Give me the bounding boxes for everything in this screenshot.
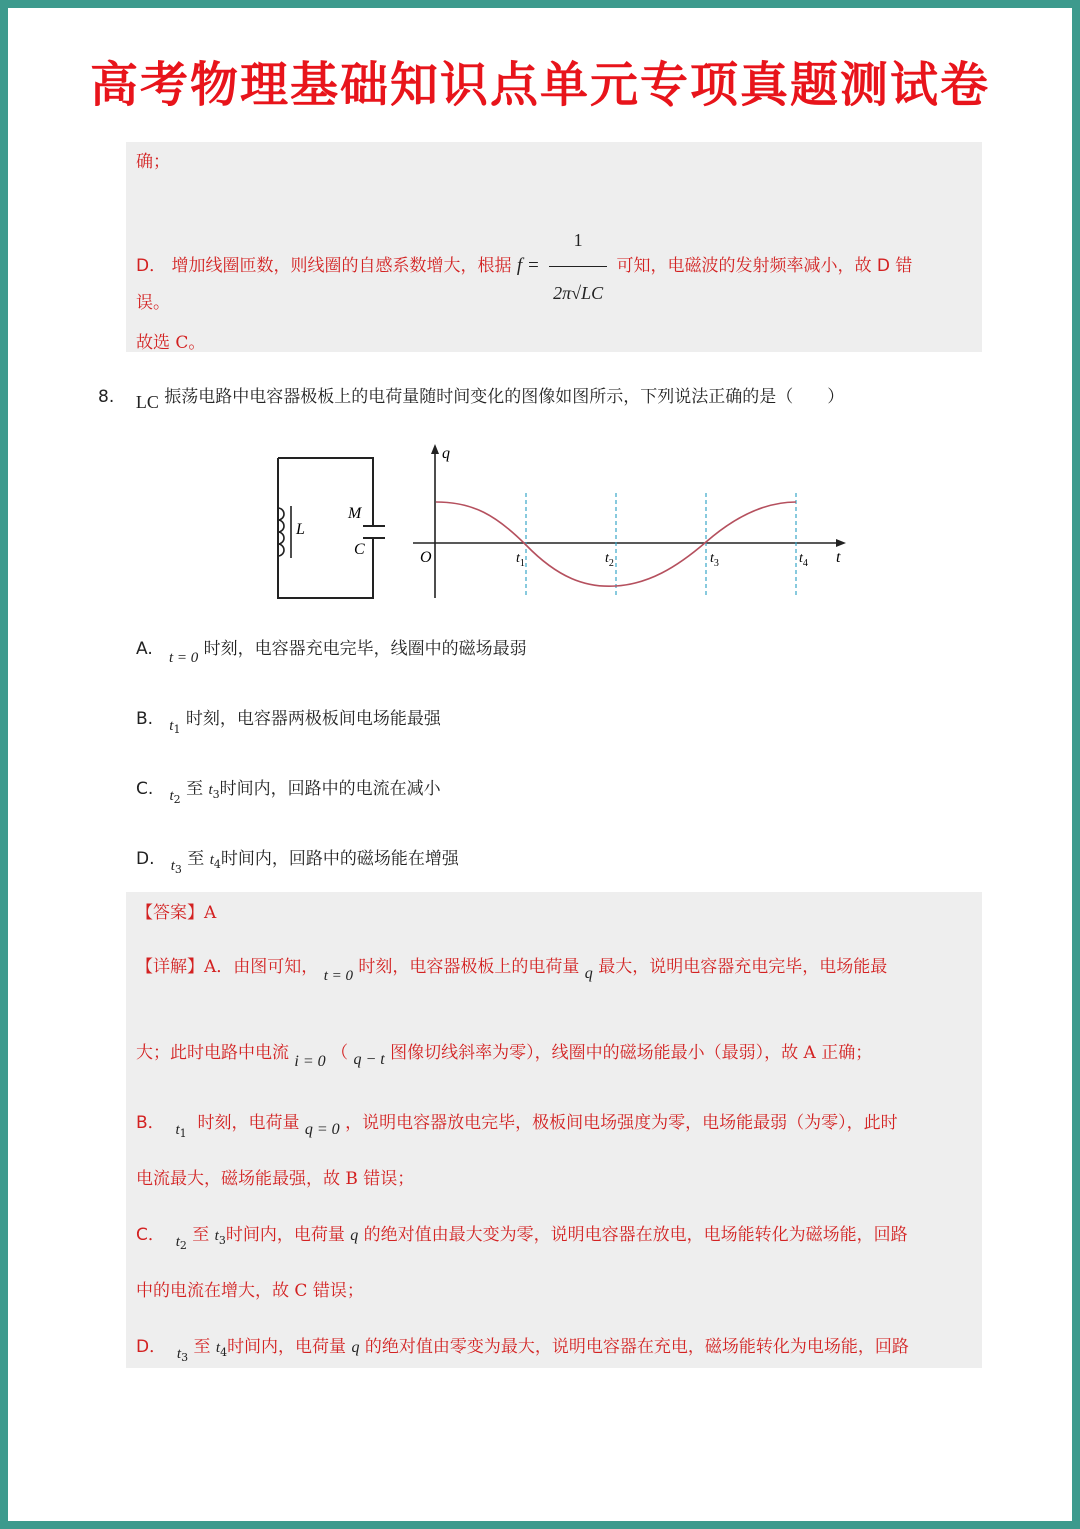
- detail-text2: 图像切线斜率为零），线圈中的磁场能最小（最弱），故 A 正确；: [390, 1043, 873, 1063]
- option-sub2: 3: [212, 788, 220, 801]
- math-sub: 2: [179, 1239, 187, 1252]
- math-sub2: 4: [220, 1346, 228, 1359]
- option-math2: t: [208, 782, 213, 798]
- math-q0: q = 0: [304, 1121, 340, 1138]
- math-q: q: [584, 965, 593, 982]
- option-label: A.: [136, 639, 153, 659]
- t-axis-arrow: [836, 539, 846, 547]
- frequency-formula: [549, 214, 607, 319]
- option-a: [136, 638, 527, 669]
- inductor-label: L: [296, 521, 305, 538]
- option-label: D．: [136, 256, 167, 276]
- detail-label: B．: [136, 1113, 165, 1133]
- detail-text: 时间内，电荷量: [227, 1337, 347, 1357]
- t4-label: $t_4$: [799, 551, 808, 569]
- t2-label: $t_2$: [605, 551, 614, 569]
- formula-lhs: f =: [516, 255, 540, 276]
- math-sub: 1: [179, 1127, 187, 1140]
- t3-label: $t_3$: [710, 551, 719, 569]
- detail-paren: （: [331, 1043, 349, 1063]
- math-q: q: [351, 1339, 360, 1356]
- lc-circuit-and-graph: [268, 438, 858, 618]
- detail-label: D．: [136, 1337, 167, 1357]
- option-text: 时间内，回路中的磁场能在增强: [220, 849, 459, 869]
- detail-text: 时间内，电荷量: [225, 1225, 345, 1245]
- math-q: q: [350, 1227, 359, 1244]
- detail-mid: 至: [192, 1225, 210, 1245]
- detail-label: 【详解】A．由图可知，: [136, 957, 319, 977]
- prev-answer-line3: 误。: [136, 293, 170, 313]
- origin-label: O: [420, 549, 432, 566]
- option-d: [136, 848, 459, 881]
- detail-text2: 的绝对值由零变为最大，说明电容器在充电，磁场能转化为电场能，回路: [364, 1337, 909, 1357]
- detail-line-b1: [136, 1112, 898, 1145]
- q-axis-label: q: [442, 445, 450, 462]
- math-t2: t: [215, 1340, 221, 1356]
- math-t: t: [175, 1234, 180, 1250]
- detail-text2: 的绝对值由最大变为零，说明电容器在放电，电场能转化为磁场能，回路: [363, 1225, 908, 1245]
- math-i0: i = 0: [294, 1053, 326, 1070]
- math-t: t: [176, 1346, 182, 1362]
- prev-answer-line4: 故选 C。: [136, 333, 206, 353]
- lc-circuit-diagram: [278, 458, 385, 598]
- detail-label: C．: [136, 1225, 165, 1245]
- option-letter: D: [876, 256, 890, 276]
- math-q-t: q − t: [353, 1051, 385, 1068]
- option-text: 时刻，电容器两极板间电场能最强: [185, 709, 441, 729]
- option-text-c: 错: [895, 256, 913, 276]
- option-text: 时刻，电容器充电完毕，线圈中的磁场最弱: [203, 639, 527, 659]
- option-mid: 至: [187, 849, 205, 869]
- detail-line-b2: 电流最大，磁场能最强，故 B 错误；: [136, 1169, 415, 1189]
- detail-text: 大；此时电路中电流: [136, 1043, 289, 1063]
- option-label: B.: [136, 709, 154, 729]
- detail-text2: 最大，说明电容器充电完毕，电场能最: [598, 957, 888, 977]
- option-mid: 至: [186, 779, 204, 799]
- page-title: 高考物理基础知识点单元专项真题测试卷: [89, 57, 990, 113]
- option-sub: 1: [173, 723, 181, 736]
- option-b: [136, 708, 441, 741]
- option-math2: t: [209, 852, 214, 868]
- math-t0: t = 0: [323, 968, 353, 984]
- option-text: 增加线圈匝数，则线圈的自感系数增大，根据: [171, 256, 512, 276]
- formula-numerator: 1: [549, 214, 607, 267]
- answer-line: 【答案】A: [136, 903, 217, 923]
- q-t-graph: [413, 444, 846, 598]
- plate-m-label: M: [348, 505, 362, 522]
- option-math: t: [170, 858, 175, 874]
- math-t2: t: [214, 1228, 219, 1244]
- detail-text: 时刻，电容器极板上的电荷量: [358, 957, 580, 977]
- option-text: 时间内，回路中的电流在减小: [219, 779, 441, 799]
- detail-text: 时刻，电荷量: [197, 1113, 300, 1133]
- option-label: D.: [136, 849, 155, 869]
- option-math: t = 0: [168, 650, 199, 666]
- prev-answer-line1: 确；: [136, 152, 170, 172]
- option-c: [136, 778, 441, 811]
- prev-answer-option-d: [136, 214, 912, 319]
- t-axis-label: t: [836, 549, 841, 566]
- option-sub: 2: [173, 793, 181, 806]
- lc-symbol: LC: [135, 392, 159, 412]
- q-axis-arrow: [431, 444, 439, 454]
- detail-line-a2: [136, 1042, 872, 1073]
- option-text-b: 可知，电磁波的发射频率减小，故: [616, 256, 872, 276]
- option-sub2: 4: [213, 858, 221, 871]
- detail-line-c2: 中的电流在增大，故 C 错误；: [136, 1281, 364, 1301]
- formula-denominator: 2π√LC: [553, 283, 604, 303]
- detail-text2: ，说明电容器放电完毕，极板间电场强度为零，电场能最弱（为零），此时: [345, 1113, 898, 1133]
- option-math: t: [169, 718, 174, 734]
- math-t: t: [175, 1122, 180, 1138]
- option-label: C.: [136, 779, 154, 799]
- detail-line-c1: [136, 1224, 908, 1257]
- detail-mid: 至: [193, 1337, 211, 1357]
- capacitor-label: C: [354, 541, 365, 558]
- question-text: 振荡电路中电容器极板上的电荷量随时间变化的图像如图所示，下列说法正确的是（ ）: [164, 387, 845, 407]
- option-math: t: [169, 788, 174, 804]
- t1-label: $t_1$: [516, 551, 525, 569]
- question-number: 8.: [98, 387, 115, 407]
- math-sub2: 3: [218, 1234, 226, 1247]
- detail-line-a1: [136, 956, 887, 987]
- page: [8, 8, 1072, 1521]
- math-sub: 3: [181, 1351, 189, 1364]
- question-stem: [98, 386, 844, 413]
- option-sub: 3: [174, 863, 182, 876]
- detail-line-d1: [136, 1336, 909, 1369]
